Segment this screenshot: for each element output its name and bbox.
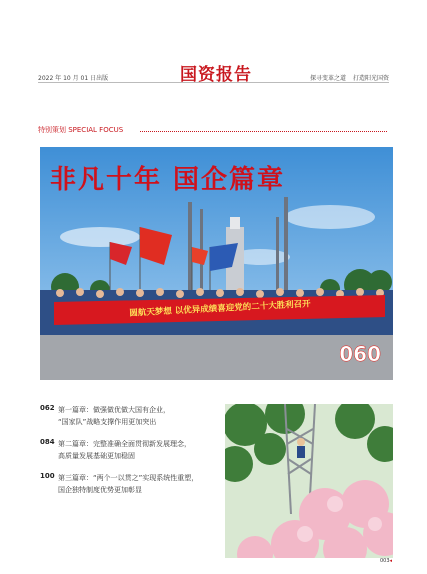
header-divider	[38, 82, 389, 83]
power-worker-photo[interactable]	[225, 404, 393, 558]
slogan-1: 探寻变革之道	[310, 75, 347, 82]
toc-item[interactable]	[40, 404, 220, 428]
table-of-contents	[40, 404, 220, 506]
worker-blossom-illustration	[225, 404, 393, 558]
section-label: 特别策划 SPECIAL FOCUS	[38, 126, 124, 134]
page-number	[380, 558, 392, 564]
toc-page-number: 062	[40, 404, 55, 412]
toc-line: 国企独特制度优势更加彰显	[58, 486, 142, 494]
hero-banner-text: 圆航天梦想 以优异成绩喜迎党的二十大胜利召开	[129, 299, 311, 319]
header-slogans	[305, 73, 389, 82]
toc-item[interactable]	[40, 438, 220, 462]
hero-page-number[interactable]: 060	[339, 342, 381, 366]
toc-item[interactable]	[40, 472, 220, 496]
toc-line: 第一篇章：做强做优做大国有企业，	[58, 406, 170, 414]
toc-page-number: 100	[40, 472, 55, 480]
toc-text	[58, 404, 220, 428]
hero-photo[interactable]	[40, 147, 393, 380]
slogan-2: 打造阳光国资	[352, 75, 389, 82]
section-dotted-rule	[140, 131, 387, 132]
page-marker-icon: ◂	[389, 558, 393, 564]
hero-title: 非凡十年 国企篇章	[50, 165, 286, 195]
toc-line: 高质量发展基础更加稳固	[58, 452, 135, 460]
toc-text	[58, 438, 220, 462]
page-number-value: 003	[380, 558, 390, 564]
toc-page-number: 084	[40, 438, 55, 446]
toc-line: 第三篇章：“两个一以贯之”实现系统性重塑，	[58, 474, 199, 482]
toc-line: 第二篇章：完整准确全面贯彻新发展理念，	[58, 440, 191, 448]
toc-line: “国家队”战略支撑作用更加突出	[58, 418, 157, 426]
toc-text	[58, 472, 220, 496]
issue-date: 2022 年 10 月 01 日出版	[38, 75, 109, 82]
masthead-title: 国资报告	[180, 65, 252, 85]
